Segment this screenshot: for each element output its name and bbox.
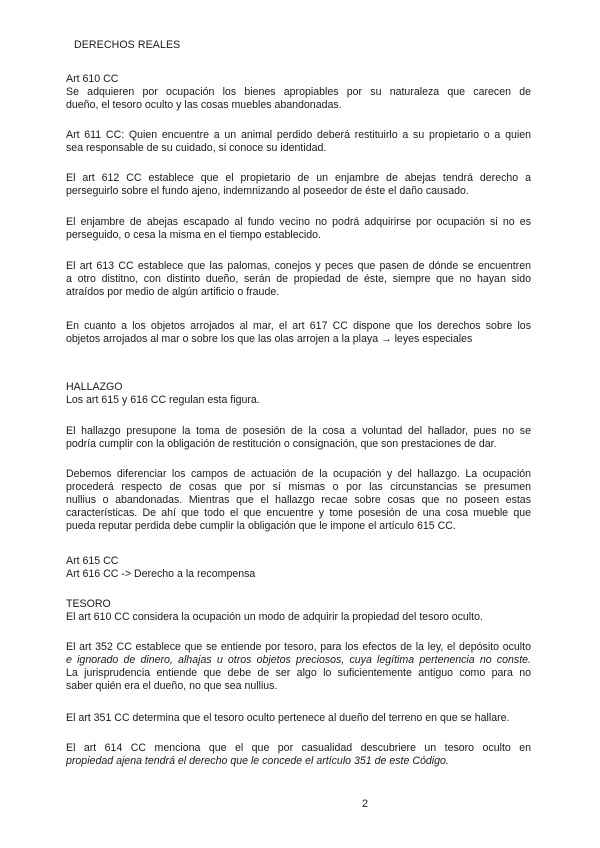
art351-paragraph [66,712,531,725]
page-number: 2 [362,798,369,810]
art615-line: Art 615 CC [66,555,119,567]
art610-heading: Art 610 CC [66,73,119,85]
text-line: El enjambre de abejas escapado al fundo vecino no podrá adquirirse por ocupación si no es [66,216,531,228]
text-line: Art 611 CC: Quien encuentre a un animal perdido deberá restituirlo a su propietario o a quien [66,129,531,141]
tesoro-intro: El art 610 CC considera la ocupación un modo de adquirir la propiedad del tesoro oculto. [66,611,483,623]
text-line [66,755,531,768]
text-line: El art 351 CC determina que el tesoro oculto pertenece al dueño del terreno en que se hallare. [66,712,510,724]
enjambre-paragraph [66,216,531,242]
text-line: El art 612 CC establece que el propietario de un enjambre de abejas tendrá derecho a [66,172,531,184]
art614-paragraph [66,742,531,768]
art610-paragraph [66,86,531,112]
art352-lead: El art 352 CC establece que se entiende por tesoro, para los efectos de la ley, el depósito oculto [66,641,531,653]
art616-line: Art 616 CC -> Derecho a la recompensa [66,568,256,580]
art617-paragraph [66,320,531,346]
art352-paragraph [66,641,531,693]
text-line [66,641,531,654]
text-line: podría cumplir con la obligación de restitución o consignación, que son prestaciones de dar. [66,438,497,450]
text-line: sea responsable de su cuidado, si conoce su identidad. [66,142,327,154]
text-line [66,654,531,667]
art613-paragraph [66,260,531,299]
text-line: saber quién era el dueño, no que sea nullius. [66,680,278,692]
text-line: El art 614 CC menciona que el que por casualidad descubriere un tesoro oculto en [66,742,531,754]
art352-quote: e ignorado de dinero, alhajas u otros objetos preciosos, cuya legítima pertenencia no conste. [66,654,531,666]
text-line: objetos arrojados al mar o sobre los que las olas arrojen a la playa → leyes especiales [66,333,473,345]
text-line: pueda reputar perdida debe cumplir la obligación que le impone el artículo 615 CC. [66,520,456,532]
text-line: El art 613 CC establece que las palomas, conejos y peces que pasen de dónde se encuentren [66,260,531,272]
hallazgo-heading: HALLAZGO [66,381,123,393]
text-line: En cuanto a los objetos arrojados al mar, el art 617 CC dispone que los derechos sobre los [66,320,531,332]
document-page [66,0,531,848]
tesoro-heading: TESORO [66,598,111,610]
text-line: procederá respecto de cosas que por sí mismas o por las circunstancias se presumen [66,481,531,493]
text-line: Debemos diferenciar los campos de actuación de la ocupación y del hallazgo. La ocupación [66,468,531,480]
text-line: El hallazgo presupone la toma de posesión de la cosa a voluntad del hallador, pues no se [66,425,531,437]
hallazgo-intro: Los art 615 y 616 CC regulan esta figura. [66,394,260,406]
text-line: nullius o abandonadas. Mientras que el hallazgo recae sobre cosas que no poseen estas [66,494,531,506]
text-line: perseguirlo sobre el fundo ajeno, indemnizando al poseedor de éste el daño causado. [66,185,469,197]
text-line: Se adquieren por ocupación los bienes apropiables por su naturaleza que carecen de [66,86,531,98]
art614-quote: propiedad ajena tendrá el derecho que le concede el artículo 351 de este Código. [66,755,449,767]
text-line: a otro distitno, con distinto dueño, serán de propiedad de éste, siempre que no hayan sido [66,273,531,285]
text-line: perseguido, o cesa la misma en el tiempo establecido. [66,229,321,241]
text-line: atraídos por medio de algún artificio o fraude. [66,286,280,298]
hallazgo-paragraph-1 [66,425,531,451]
text-line: dueño, el tesoro oculto y las cosas muebles abandonadas. [66,99,342,111]
running-header: DERECHOS REALES [74,39,181,51]
art611-paragraph [66,129,531,155]
art612-paragraph [66,172,531,198]
text-line: características. De ahí que todo el que encuentre y tome posesión de una cosa mueble que [66,507,531,519]
hallazgo-paragraph-2 [66,468,531,533]
text-line: La jurisprudencia entiende que debe de ser algo lo suficientemente antiguo como para no [66,667,531,679]
